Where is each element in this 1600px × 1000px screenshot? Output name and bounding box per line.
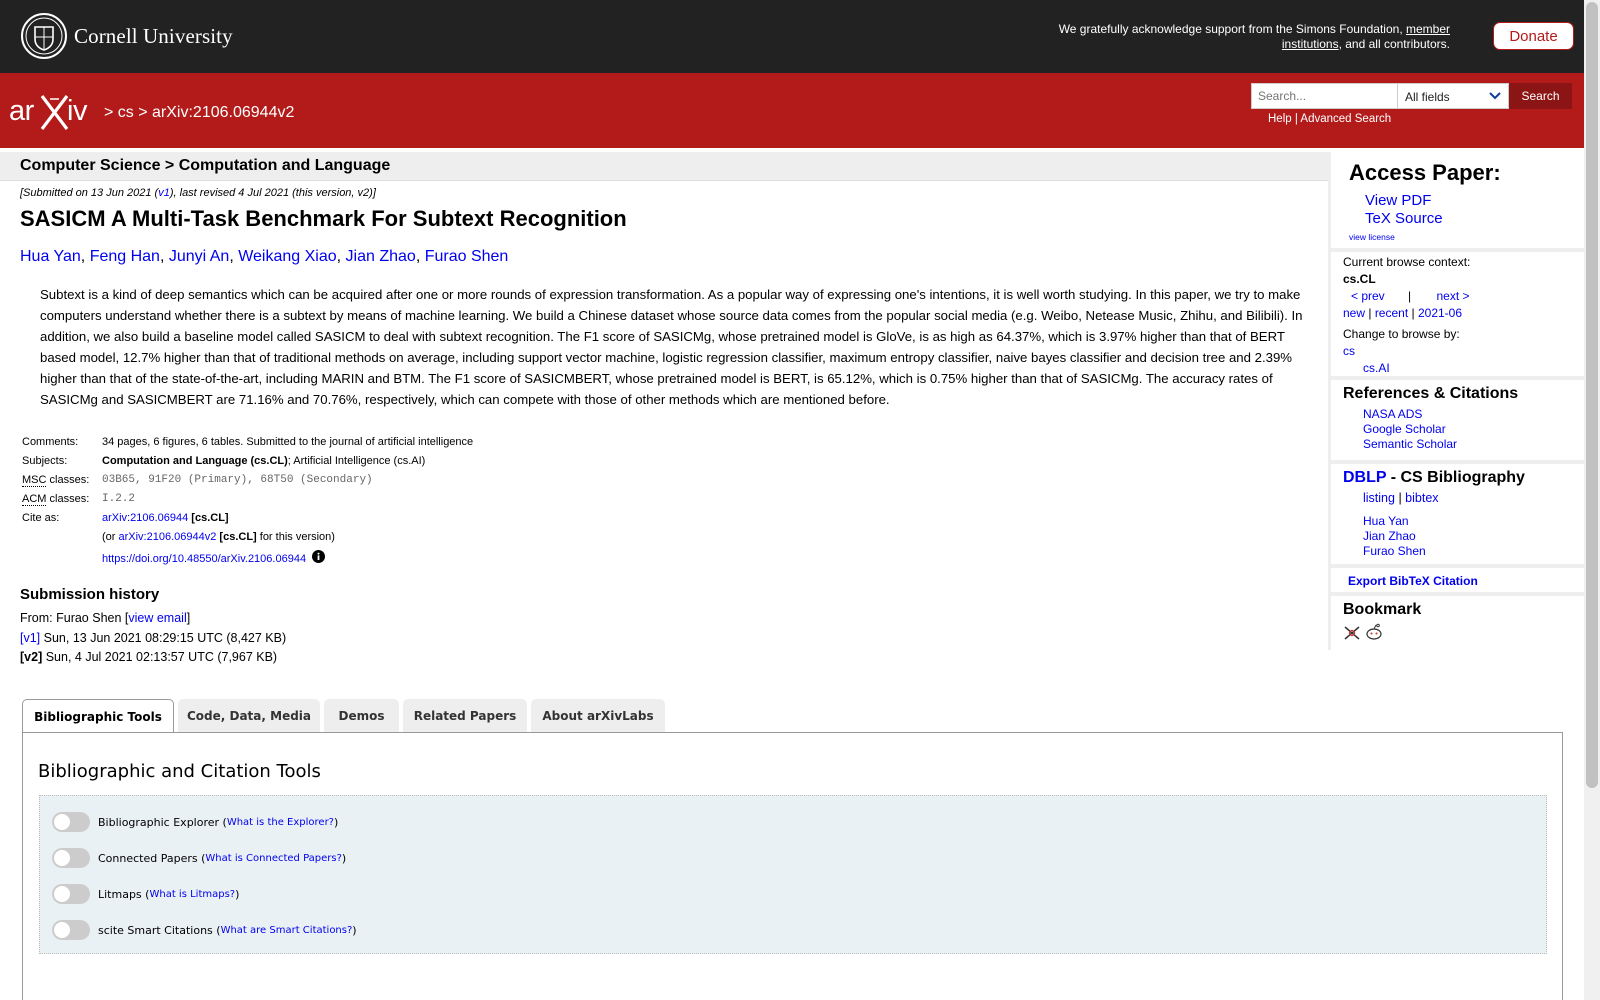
browse-context-box: Current browse context: cs.CL < prev | next > new | recent | 2021-06 Change to browse by: cs cs.AI xyxy=(1331,252,1584,376)
panel-title: Bibliographic and Citation Tools xyxy=(38,761,321,782)
tool-row-scite: scite Smart Citations ( What are Smart Citations? ) xyxy=(52,920,357,940)
subject-header: Computer Science > Computation and Language xyxy=(0,152,1328,181)
what-is-litmaps-link[interactable]: What is Litmaps? xyxy=(149,888,236,900)
dblp-link[interactable]: DBLP xyxy=(1343,469,1387,486)
page-scrollbar[interactable] xyxy=(1584,0,1600,1000)
submission-history-title: Submission history xyxy=(20,586,160,603)
comments-value: 34 pages, 6 figures, 6 tables. Submitted to the journal of artificial intelligence xyxy=(102,436,474,448)
donate-button[interactable]: Donate xyxy=(1493,22,1574,50)
history-v2-label: [v2] xyxy=(20,650,43,664)
nasa-ads-link[interactable]: NASA ADS xyxy=(1363,407,1423,421)
member-institutions-link[interactable]: member institutions xyxy=(1281,22,1450,51)
access-paper-title: Access Paper: xyxy=(1349,160,1501,185)
cite-link[interactable]: arXiv:2106.06944 xyxy=(102,512,189,524)
bibsonomy-icon[interactable] xyxy=(1343,625,1361,641)
arxiv-logo[interactable] xyxy=(9,91,101,133)
cornell-logo[interactable] xyxy=(21,13,233,59)
doi-link[interactable]: https://doi.org/10.48550/arXiv.2106.06944 xyxy=(102,553,307,565)
cornell-topbar xyxy=(0,0,1584,73)
access-paper-box xyxy=(1331,152,1584,248)
bibliographic-tools-panel xyxy=(22,732,1563,1000)
cite-label: Cite as: xyxy=(22,512,60,524)
author-list: Hua Yan, Feng Han, Junyi An, Weikang Xiao, Jian Zhao, Furao Shen xyxy=(20,248,509,265)
paper-title: SASICM A Multi-Task Benchmark For Subtext Recognition xyxy=(20,206,627,231)
dblp-listing-link[interactable]: listing xyxy=(1363,491,1395,505)
dblp-author-link[interactable]: Furao Shen xyxy=(1363,544,1426,558)
month-link[interactable]: 2021-06 xyxy=(1417,306,1463,320)
breadcrumb-paper-id: arXiv:2106.06944v2 xyxy=(152,104,295,121)
explorer-toggle[interactable] xyxy=(52,812,90,832)
tool-row-explorer: Bibliographic Explorer ( What is the Explorer? ) xyxy=(52,812,338,832)
support-text: We gratefully acknowledge support from the Simons Foundation, member institutions, and all contributors. xyxy=(1058,22,1450,51)
semantic-scholar-link[interactable]: Semantic Scholar xyxy=(1363,437,1458,451)
next-link[interactable]: next > xyxy=(1436,289,1470,303)
view-license-link[interactable]: view license xyxy=(1349,232,1395,242)
tab-code-data-media[interactable]: Code, Data, Media xyxy=(178,699,320,732)
svg-text:ar: ar xyxy=(9,95,34,127)
tools-list xyxy=(39,795,1547,954)
breadcrumb-cs[interactable]: cs xyxy=(117,104,134,121)
what-are-smart-citations-link[interactable]: What are Smart Citations? xyxy=(220,924,353,936)
submission-dateline: [Submitted on 13 Jun 2021 (v1), last revised 4 Jul 2021 (this version, v2)] xyxy=(20,187,376,199)
history-v1-link[interactable]: [v1] xyxy=(20,630,41,645)
dblp-bibtex-link[interactable]: bibtex xyxy=(1405,491,1439,505)
dblp-author-link[interactable]: Jian Zhao xyxy=(1363,529,1416,543)
dblp-box: DBLP - CS Bibliography listing | bibtex Hua Yan Jian Zhao Furao Shen xyxy=(1331,464,1584,564)
abstract: Subtext is a kind of deep semantics which can be acquired after one or more rounds of expression transformation. As a popular way of expressing one's intentions, it is well worth studying. In this paper, we try to make computers understand whether there is a subtext by means of machine learning. We build a Chinese dataset whose source data comes from the popular social media (e.g. Weibo, Netease Music, Zhihu, and Bilibili). In addition, we also build a baseline model called SASICM to deal with subtext recognition. The F1 score of SASICMg, whose pretrained model is GloVe, is as high as 64.37%, which is 3.97% higher than that of BERT based model, 12.7% higher than that of traditional methods on average, including support vector machine, logistic regression classifier, maximum entropy classifier, naive bayes classifier and decision tree and 2.39% higher than that of the state-of-the-art, including MARIN and BTM. The F1 score of SASICMBERT, whose pretrained model is BERT, is 65.12%, which is 0.75% higher than that of SASICMg. The accuracy rates of SASICMg and SASICMBERT are 71.16% and 70.76%, respectively, which can compete with those of other methods which are mentioned before. xyxy=(40,287,1303,407)
export-box xyxy=(1331,568,1584,592)
comments-label: Comments: xyxy=(22,436,79,448)
browse-ai-link[interactable]: cs.AI xyxy=(1363,361,1390,375)
primary-subject: Computation and Language (cs.CL) xyxy=(102,455,288,467)
author-link[interactable]: Jian Zhao xyxy=(345,248,416,265)
arxiv-header xyxy=(0,73,1584,150)
msc-row: MSC classes: 03B65, 91F20 (Primary), 68T50 (Secondary) xyxy=(20,474,475,493)
recent-link[interactable]: recent xyxy=(1374,306,1409,320)
breadcrumb: > cs > arXiv:2106.06944v2 xyxy=(104,104,295,121)
browse-context: cs.CL xyxy=(1343,272,1376,286)
tex-source-link[interactable]: TeX Source xyxy=(1365,210,1443,227)
cornell-name: Cornell University xyxy=(74,23,233,48)
reddit-icon[interactable] xyxy=(1365,623,1383,641)
what-is-connected-papers-link[interactable]: What is Connected Papers? xyxy=(205,852,342,864)
scite-toggle[interactable] xyxy=(52,920,90,940)
acm-row: ACM classes: I.2.2 xyxy=(20,493,475,512)
tab-about-arxivlabs[interactable]: About arXivLabs xyxy=(531,699,665,732)
bookmark-box xyxy=(1331,596,1584,651)
cite-version-link[interactable]: arXiv:2106.06944v2 xyxy=(118,531,217,543)
author-link[interactable]: Weikang Xiao xyxy=(238,248,337,265)
subjects-row: Subjects: Computation and Language (cs.CL); Artificial Intelligence (cs.AI) xyxy=(20,455,475,474)
browse-cs-link[interactable]: cs xyxy=(1343,344,1355,358)
acm-abbr: ACM xyxy=(22,493,47,505)
advanced-search-link[interactable]: Advanced Search xyxy=(1300,113,1392,125)
tool-row-connected-papers: Connected Papers ( What is Connected Papers? ) xyxy=(52,848,346,868)
tab-demos[interactable]: Demos xyxy=(324,699,399,732)
msc-value: 03B65, 91F20 (Primary), 68T50 (Secondary) xyxy=(102,474,373,486)
author-link[interactable]: Hua Yan xyxy=(20,248,81,265)
v1-link[interactable]: v1 xyxy=(158,187,170,199)
google-scholar-link[interactable]: Google Scholar xyxy=(1363,422,1446,436)
submission-history: From: Furao Shen [view email] [v1] Sun, 13 Jun 2021 08:29:15 UTC (8,427 KB) [v2] Sun, 4 Jul 2021 02:13:57 UTC (7,967 KB) xyxy=(20,611,287,664)
svg-text:iv: iv xyxy=(67,95,87,127)
what-is-explorer-link[interactable]: What is the Explorer? xyxy=(226,816,334,828)
subjects-label: Subjects: xyxy=(22,455,68,467)
references-box xyxy=(1331,380,1584,460)
dblp-author-link[interactable]: Hua Yan xyxy=(1363,514,1409,528)
author-link[interactable]: Feng Han xyxy=(89,248,160,265)
export-bibtex-link[interactable]: Export BibTeX Citation xyxy=(1348,574,1478,588)
prev-link[interactable]: < prev xyxy=(1351,289,1385,303)
new-link[interactable]: new xyxy=(1343,306,1366,320)
help-link[interactable]: Help xyxy=(1268,113,1292,125)
right-sidebar xyxy=(1328,152,1584,650)
help-links: Help | Advanced Search xyxy=(1268,113,1392,125)
view-pdf-link[interactable]: View PDF xyxy=(1365,192,1432,209)
litmaps-toggle[interactable] xyxy=(52,884,90,904)
search-input[interactable] xyxy=(1251,83,1398,109)
msc-abbr: MSC xyxy=(22,474,47,486)
cornell-seal-icon xyxy=(21,13,67,59)
doi-row xyxy=(20,550,475,569)
author-link[interactable]: Junyi An xyxy=(168,248,230,265)
scrollbar-thumb[interactable] xyxy=(1586,2,1598,788)
metadata-table xyxy=(20,436,475,569)
chevron-down-icon xyxy=(1489,91,1501,101)
acm-value: I.2.2 xyxy=(102,493,136,505)
view-email-link[interactable]: view email xyxy=(128,611,187,625)
tab-related-papers[interactable]: Related Papers xyxy=(403,699,527,732)
search-field-select[interactable]: All fields xyxy=(1397,83,1509,109)
bookmark-title: Bookmark xyxy=(1343,601,1422,618)
search-button[interactable]: Search xyxy=(1509,83,1572,109)
comments-row xyxy=(20,436,475,455)
tool-row-litmaps: Litmaps ( What is Litmaps? ) xyxy=(52,884,239,904)
cite-row: Cite as: arXiv:2106.06944 [cs.CL] xyxy=(20,512,475,531)
tab-bibliographic-tools[interactable]: Bibliographic Tools xyxy=(22,699,174,734)
cite-version-row: (or arXiv:2106.06944v2 [cs.CL] for this version) xyxy=(102,531,335,543)
info-icon[interactable] xyxy=(312,550,325,563)
connected-papers-toggle[interactable] xyxy=(52,848,90,868)
references-title: References & Citations xyxy=(1343,385,1519,402)
author-link[interactable]: Furao Shen xyxy=(424,248,509,265)
